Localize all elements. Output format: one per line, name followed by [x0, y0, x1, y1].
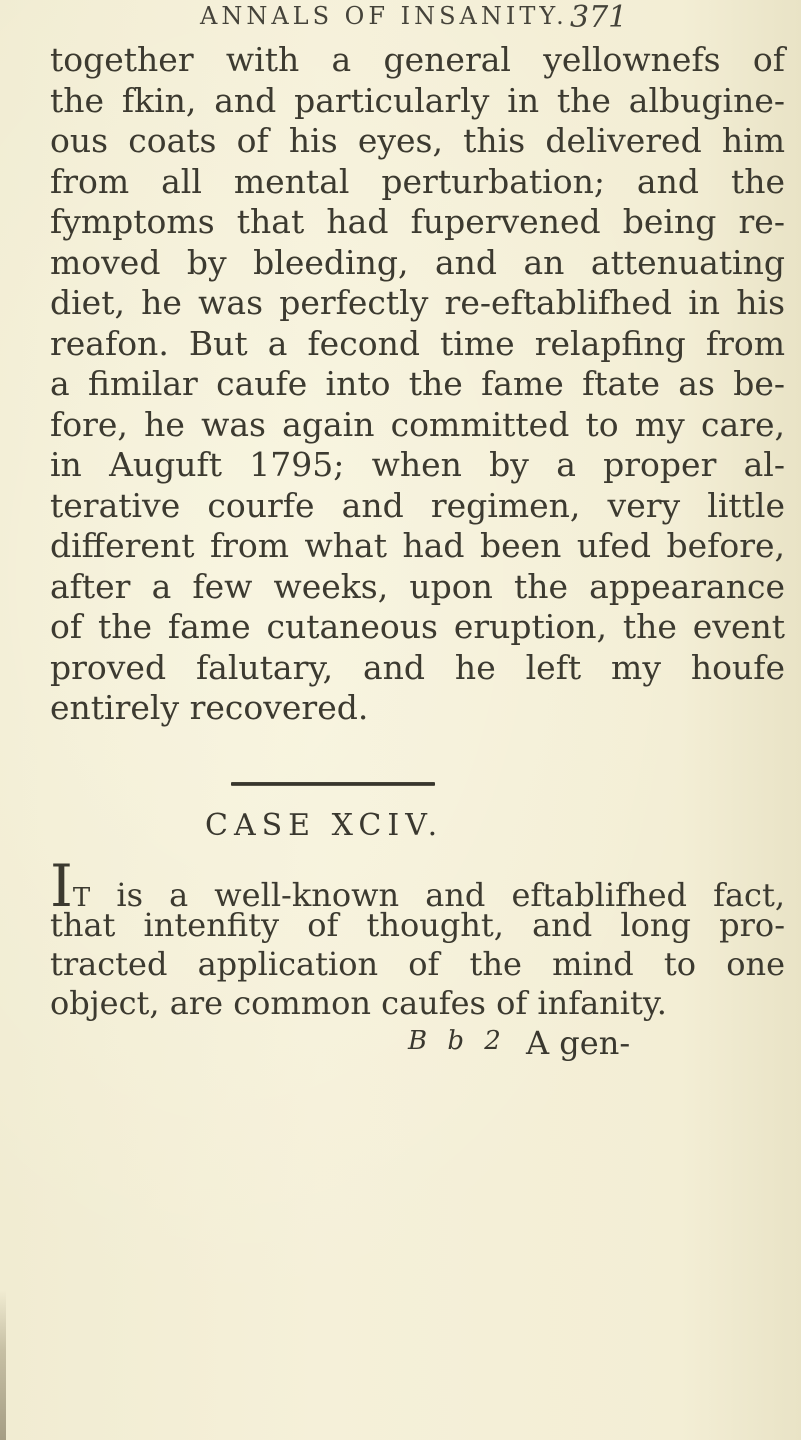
- small-cap: T: [72, 883, 91, 913]
- text-line: that intenfity of thought, and long pro-: [50, 906, 785, 944]
- text-line: reafon. But a fecond time relapfing from: [50, 323, 785, 363]
- running-head-title: ANNALS OF INSANITY.: [200, 2, 568, 30]
- text-line: proved falutary, and he left my houfe: [50, 647, 785, 687]
- text-line: terative courfe and regimen, very little: [50, 485, 785, 525]
- text-line: different from what had been ufed before,: [50, 526, 785, 565]
- text-line: after a few weeks, upon the appearance: [50, 566, 785, 606]
- first-line-text: is a well-known and eftablifhed fact,: [90, 876, 785, 914]
- text-line: ous coats of his eyes, this delivered him: [50, 121, 785, 160]
- text-line: of the fame cutaneous eruption, the event: [50, 607, 785, 646]
- text-line: from all mental perturbation; and the: [50, 161, 785, 201]
- running-head: [200, 0, 670, 34]
- text-line: object, are common caufes of infanity.: [50, 984, 667, 1022]
- text-line: the fkin, and particularly in the albugine-: [50, 80, 785, 120]
- text-line: entirely recovered.: [50, 688, 369, 727]
- text-line: diet, he was perfectly re-eftablifhed in his: [50, 283, 785, 322]
- text-line: together with a general yellownefs of: [50, 40, 785, 79]
- case-first-line: [50, 852, 785, 920]
- text-line: a fimilar caufe into the fame ftate as be-: [50, 364, 785, 403]
- text-line: moved by bleeding, and an attenuating: [50, 242, 785, 282]
- page-number: 371: [570, 0, 628, 35]
- case-heading: CASE XCIV.: [205, 808, 444, 843]
- signature-mark: B b 2: [408, 1026, 507, 1056]
- text-line: fore, he was again committed to my care,: [50, 404, 785, 444]
- text-line: in Auguft 1795; when by a proper al-: [50, 445, 785, 484]
- case-paragraph: [50, 852, 785, 1023]
- paragraph-continuation: [50, 40, 785, 729]
- section-divider-rule: [231, 782, 435, 786]
- catchword-text: A gen-: [526, 1024, 631, 1062]
- catchword: [408, 1024, 631, 1062]
- page-edge-shadow: [0, 1290, 6, 1440]
- text-line: fymptoms that had fupervened being re-: [50, 202, 785, 241]
- text-line: tracted application of the mind to one: [50, 945, 785, 983]
- drop-cap: I: [50, 852, 73, 920]
